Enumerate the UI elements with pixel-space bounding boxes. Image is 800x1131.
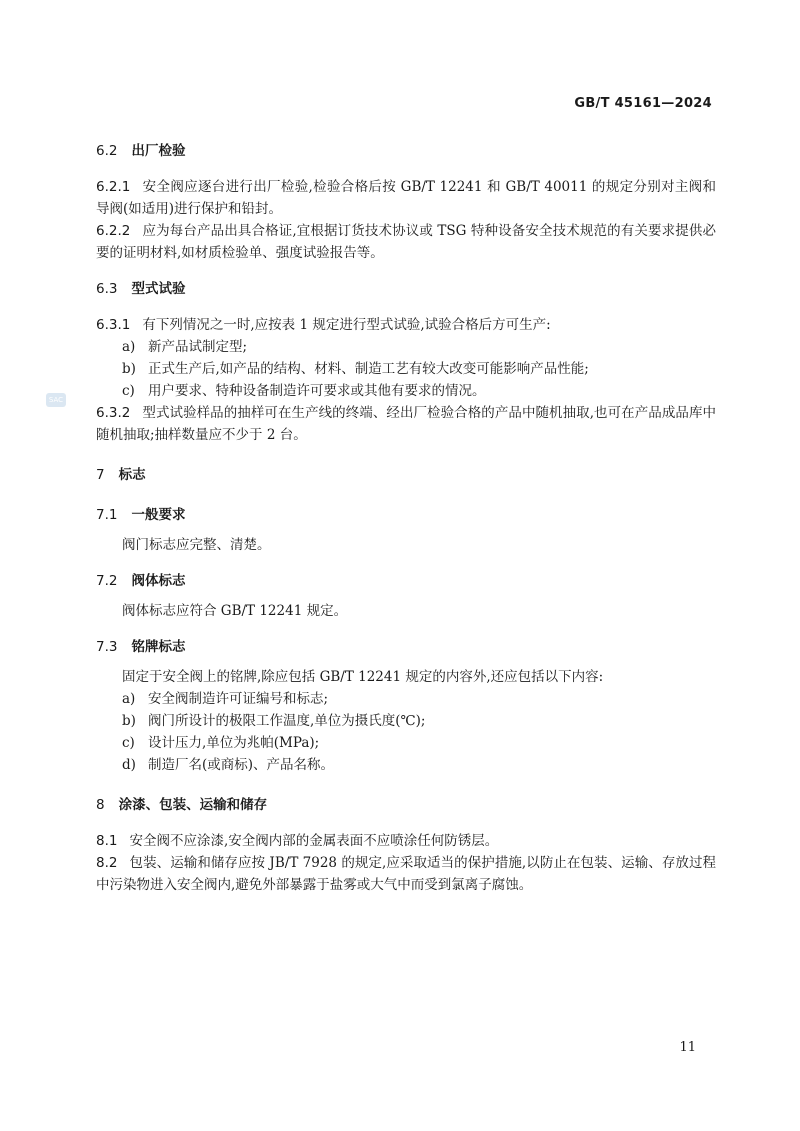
chapter-title: 涂漆、包装、运输和储存 <box>118 797 268 813</box>
clause-6-2-1 <box>96 176 716 220</box>
clause-text: 型式试验样品的抽样可在生产线的终端、经出厂检验合格的产品中随机抽取,也可在产品成品库中随机抽取;抽样数量应不少于 2 台。 <box>96 405 716 443</box>
section-7-3-heading <box>96 636 716 658</box>
section-title: 出厂检验 <box>131 143 186 159</box>
clause-8-1 <box>96 830 716 852</box>
list-item <box>96 754 716 776</box>
list-item <box>96 710 716 732</box>
paragraph: 阀门标志应完整、清楚。 <box>122 537 271 553</box>
clause-8-2 <box>96 852 716 896</box>
paragraph: 阀体标志应符合 GB/T 12241 规定。 <box>122 603 348 619</box>
list-text: 正式生产后,如产品的结构、材料、制造工艺有较大改变可能影响产品性能; <box>148 361 589 377</box>
list-text: 安全阀制造许可证编号和标志; <box>148 691 329 707</box>
chapter-8-heading <box>96 794 716 816</box>
list-text: 用户要求、特种设备制造许可要求或其他有要求的情况。 <box>148 383 486 399</box>
list-marker: d) <box>122 757 136 773</box>
clause-text: 安全阀应逐台进行出厂检验,检验合格后按 GB/T 12241 和 GB/T 40011 的规定分别对主阀和导阀(如适用)进行保护和铅封。 <box>96 179 716 217</box>
chapter-number: 7 <box>96 467 105 483</box>
clause-number: 6.2.2 <box>96 223 131 239</box>
document-body <box>96 140 716 896</box>
section-6-2-heading <box>96 140 716 162</box>
section-number: 7.1 <box>96 507 118 523</box>
list-item <box>96 336 716 358</box>
clause-text: 安全阀不应涂漆,安全阀内部的金属表面不应喷涂任何防锈层。 <box>129 833 499 849</box>
list-marker: a) <box>122 339 136 355</box>
clause-text: 包装、运输和储存应按 JB/T 7928 的规定,应采取适当的保护措施,以防止在包装、运输、存放过程中污染物进入安全阀内,避免外部暴露于盐雾或大气中而受到氯离子腐蚀。 <box>96 855 716 893</box>
paragraph: 固定于安全阀上的铭牌,除应包括 GB/T 12241 规定的内容外,还应包括以下内容: <box>122 669 604 685</box>
clause-text: 应为每台产品出具合格证,宜根据订货技术协议或 TSG 特种设备安全技术规范的有关要求提供必要的证明材料,如材质检验单、强度试验报告等。 <box>96 223 716 261</box>
section-title: 铭牌标志 <box>131 639 186 655</box>
list-marker: b) <box>122 361 136 377</box>
section-7-2-heading <box>96 570 716 592</box>
clause-number: 6.3.1 <box>96 317 131 333</box>
clause-number: 6.3.2 <box>96 405 131 421</box>
clause-6-2-2 <box>96 220 716 264</box>
list-marker: c) <box>122 735 135 751</box>
clause-6-3-2 <box>96 402 716 446</box>
section-title: 一般要求 <box>131 507 186 523</box>
list-text: 制造厂名(或商标)、产品名称。 <box>148 757 335 773</box>
section-7-1-heading <box>96 504 716 526</box>
list-text: 阀门所设计的极限工作温度,单位为摄氏度(℃); <box>148 713 426 729</box>
clause-number: 6.2.1 <box>96 179 131 195</box>
list-marker: b) <box>122 713 136 729</box>
list-marker: a) <box>122 691 136 707</box>
section-number: 7.3 <box>96 639 118 655</box>
clause-6-3-1 <box>96 314 716 336</box>
standard-code: GB/T 45161—2024 <box>574 96 712 111</box>
list-text: 新产品试制定型; <box>148 339 248 355</box>
clause-number: 8.2 <box>96 855 118 871</box>
section-title: 型式试验 <box>131 281 186 297</box>
list-item <box>96 358 716 380</box>
section-title: 阀体标志 <box>131 573 186 589</box>
section-number: 7.2 <box>96 573 118 589</box>
chapter-title: 标志 <box>118 467 146 483</box>
section-6-3-heading <box>96 278 716 300</box>
list-item <box>96 688 716 710</box>
chapter-number: 8 <box>96 797 105 813</box>
list-text: 设计压力,单位为兆帕(MPa); <box>148 735 320 751</box>
list-item <box>96 732 716 754</box>
list-marker: c) <box>122 383 135 399</box>
list-item <box>96 380 716 402</box>
sac-watermark-logo: SAC <box>46 393 66 407</box>
section-number: 6.3 <box>96 281 118 297</box>
chapter-7-heading <box>96 464 716 486</box>
clause-text: 有下列情况之一时,应按表 1 规定进行型式试验,试验合格后方可生产: <box>142 317 551 333</box>
clause-number: 8.1 <box>96 833 118 849</box>
page-number: 11 <box>679 1040 696 1055</box>
section-number: 6.2 <box>96 143 118 159</box>
